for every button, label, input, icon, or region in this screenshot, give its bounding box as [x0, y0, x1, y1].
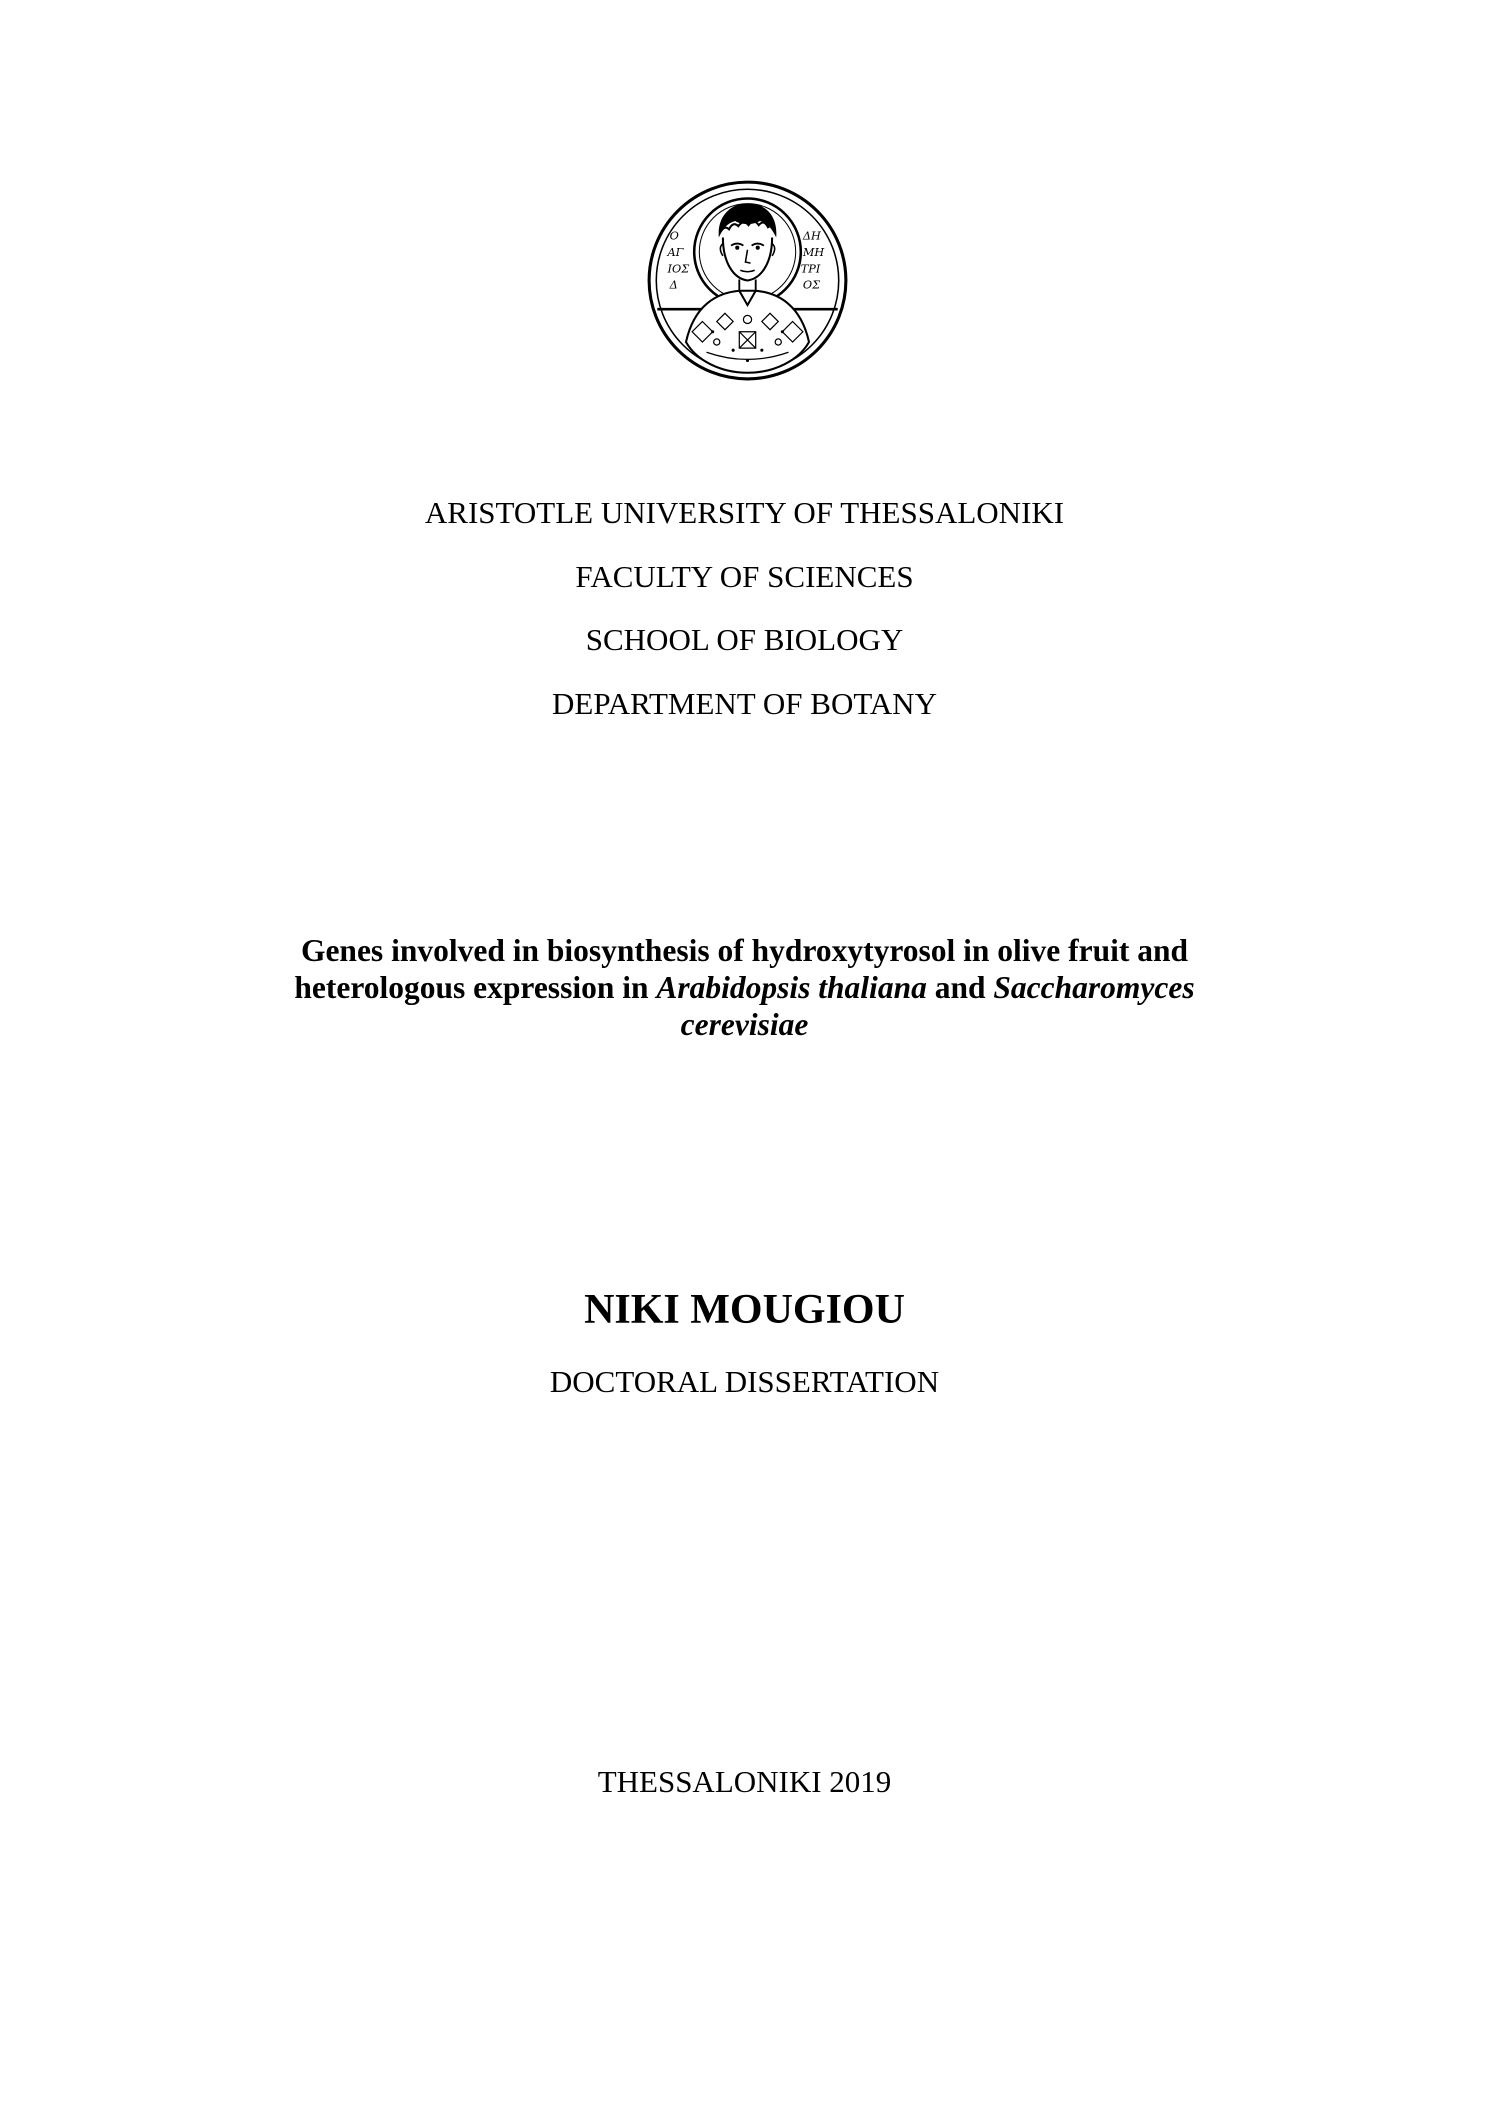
title-line-2-prefix: heterologous expression in	[294, 970, 657, 1005]
species-saccharomyces: Saccharomyces	[993, 970, 1195, 1005]
species-arabidopsis: Arabidopsis thaliana	[656, 970, 927, 1005]
title-line-3	[200, 1006, 1289, 1043]
svg-text:ΟΣ: ΟΣ	[802, 278, 821, 292]
document-type: DOCTORAL DISSERTATION	[549, 1364, 940, 1399]
svg-text:Ο: Ο	[669, 229, 679, 243]
svg-text:ΑΓ: ΑΓ	[667, 245, 684, 259]
title-line-1: Genes involved in biosynthesis of hydroxytyrosol in olive fruit and	[300, 933, 1189, 968]
author-name: NIKI MOUGIOU	[584, 1287, 905, 1333]
species-cerevisiae: cerevisiae	[680, 1007, 809, 1042]
svg-text:ΜΗ: ΜΗ	[802, 245, 825, 259]
svg-text:ΙΟΣ: ΙΟΣ	[667, 262, 690, 276]
svg-text:Δ: Δ	[669, 278, 678, 292]
svg-text:ΤΡΙ: ΤΡΙ	[800, 262, 821, 276]
svg-text:ΔΗ: ΔΗ	[802, 229, 821, 243]
place-year: THESSALONIKI 2019	[597, 1764, 892, 1799]
dissertation-title	[200, 932, 1289, 1043]
department-name: DEPARTMENT OF BOTANY	[552, 686, 937, 721]
title-conjunction: and	[926, 970, 994, 1005]
faculty-name: FACULTY OF SCIENCES	[575, 559, 914, 594]
university-name: ARISTOTLE UNIVERSITY OF THESSALONIKI	[424, 495, 1065, 530]
school-name: SCHOOL OF BIOLOGY	[585, 622, 904, 657]
university-seal-icon	[645, 178, 850, 383]
title-line-2	[200, 969, 1289, 1006]
